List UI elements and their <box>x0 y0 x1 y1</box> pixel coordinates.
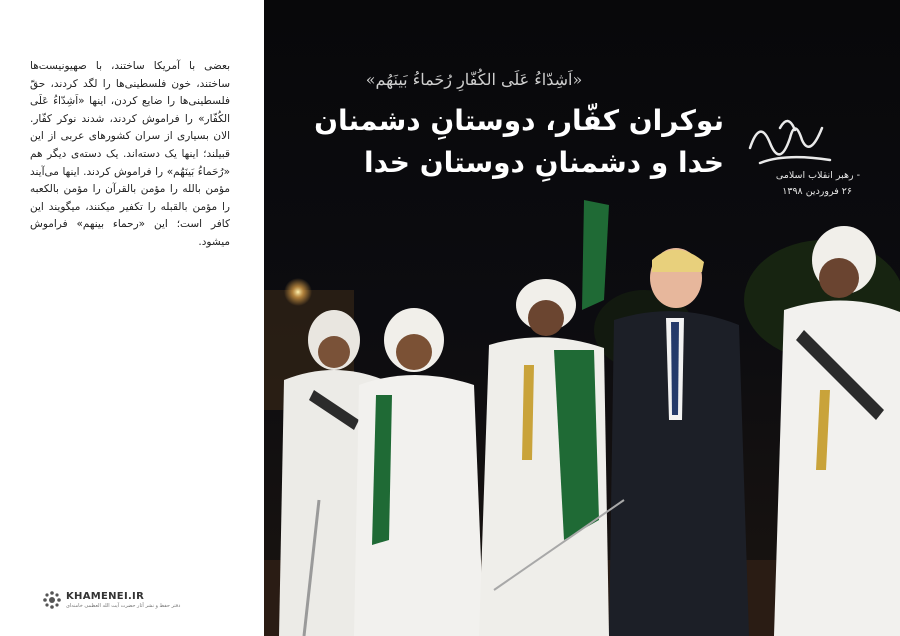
headline-text: نوکران کفّار، دوستانِ دشمنان خدا و دشمنانِ دوستان خدا <box>314 104 724 179</box>
poster-panel <box>264 0 900 636</box>
logo-subtitle: دفتر حفظ و نشر آثار حضرت آیت الله العظمی خامنه‌ای <box>66 603 181 609</box>
verse-text: «اَشِدّاءُ عَلَی الکُفّارِ رُحَماءُ بَینَهُم» <box>365 70 583 89</box>
signature-block <box>740 108 860 208</box>
logo-text: KHAMENEI.IR <box>66 591 145 602</box>
signature-date: ۲۶ فروردین ۱۳۹۸ <box>782 186 852 197</box>
quote-panel <box>0 0 264 636</box>
signature-title: - رهبر انقلاب اسلامی <box>775 170 860 181</box>
khamenei-logo <box>42 590 181 614</box>
khamenei-ir-logo-icon <box>42 590 62 610</box>
handwritten-signature-icon <box>740 108 840 178</box>
quote-text: بعضی با آمریکا ساختند، با صهیونیست‌ها ساختند، خون فلسطینی‌ها را لگد کردند، حقّ فلسطینی‌ها را ضایع کردن، اینها «اَشِدّاءُ عَلَی الکُفّار» را فراموش کردند، شدند نوکر کفّار. الان بسیاری از سران کشورهای عربی از این قبیلند؛ اینها یک دسته‌اند. یک دسته‌ی دیگر هم «رُحَماءُ بَینَهُم» را فراموش کردند. اینها می‌آیند مؤمن بالله را مؤمن بالقرآن را مؤمن بالکعبه را مؤمن بالقبله را تکفیر میکنند، میگویند این کافر است؛ این «رحماء بینهم» فراموش میشود. <box>30 60 230 248</box>
ceremony-photo <box>264 0 900 636</box>
